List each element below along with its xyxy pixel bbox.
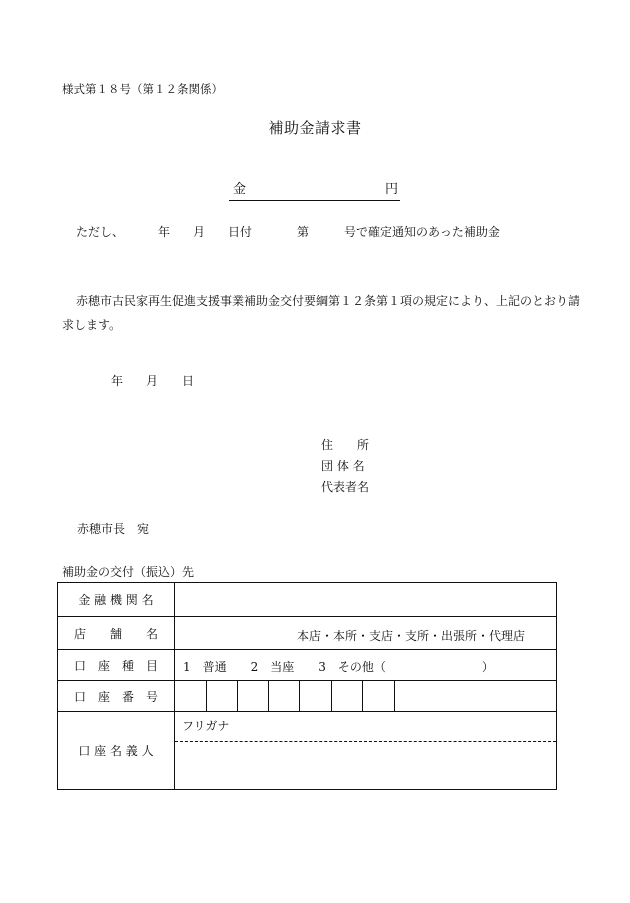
proviso-month: 月 [193,225,206,239]
furigana-divider [175,741,556,742]
branch-row [58,617,556,650]
amount-field[interactable] [229,183,400,201]
proviso-lead: ただし、 [76,225,125,239]
addressee: 赤穂市長 宛 [77,522,150,536]
account-number-row [58,681,556,712]
account-type-row [58,650,556,681]
document-title: 補助金請求書 [268,119,362,137]
account-type-options: 1 普通 2 当座 3 その他（ ） [183,660,494,674]
branch-label: 店 舗 名 [58,617,175,649]
account-type-field[interactable] [175,650,556,680]
branch-options: 本店・本所・支店・支所・出張所・代理店 [297,629,526,643]
account-digit-cell[interactable] [331,681,363,711]
account-digit-cell[interactable] [299,681,332,711]
furigana-label: フリガナ [182,719,230,733]
bank-name-field[interactable] [175,583,556,616]
form-number: 様式第１８号（第１２条関係） [62,82,223,96]
org-name-label: 団 体 名 [321,459,365,473]
account-number-label: 口 座 番 号 [58,681,175,711]
account-digit-cell[interactable] [175,681,207,711]
representative-label: 代表者名 [321,480,370,494]
amount-prefix: 金 [233,182,247,197]
bank-name-label: 金 融 機 関 名 [58,583,175,616]
bank-name-row [58,583,556,617]
account-digit-cell[interactable] [362,681,395,711]
proviso-tail: 号で確定通知のあった補助金 [344,225,500,239]
account-holder-field[interactable] [175,712,556,789]
bank-transfer-table [57,582,557,790]
proviso-year: 年 [158,225,171,239]
date-month: 月 [146,374,159,388]
account-holder-label: 口 座 名 義 人 [58,712,175,789]
proviso-date-suffix: 日付 [228,225,253,239]
date-year: 年 [111,374,124,388]
account-digit-cell[interactable] [237,681,269,711]
request-body-text: 赤穂市古民家再生促進支援事業補助金交付要綱第１２条第１項の規定により、上記のとおり請求します。 [62,294,581,332]
account-holder-row [58,712,556,789]
account-number-field[interactable] [175,681,556,711]
account-digit-cell[interactable] [268,681,300,711]
date-day: 日 [182,374,195,388]
proviso-dai: 第 [297,225,310,239]
address-label: 住 所 [321,438,370,452]
account-type-label: 口 座 種 目 [58,650,175,680]
account-digit-cell[interactable] [206,681,238,711]
bank-table-caption: 補助金の交付（振込）先 [62,565,195,579]
branch-field[interactable] [175,617,556,649]
amount-unit: 円 [384,182,398,197]
